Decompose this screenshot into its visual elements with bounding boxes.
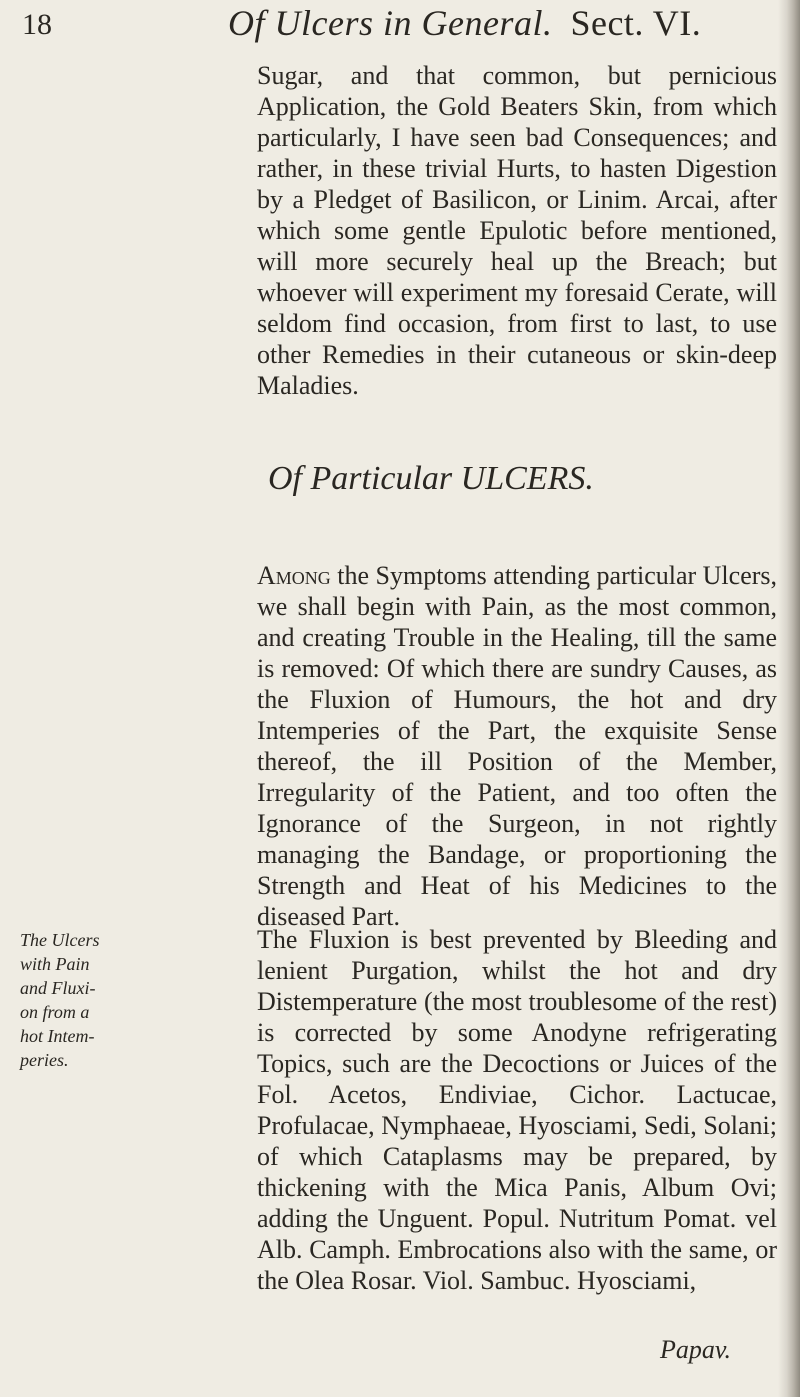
margin-note-line: hot Intem- bbox=[20, 1026, 95, 1046]
paragraph-3: The Fluxion is best prevented by Bleeding and lenient Purgation, whilst the hot and dry Distemperature (the most troublesome of the rest) is corrected by some Anodyne refrigerating Topics, such are the Decoctions or Juices of the Fol. Acetos, Endiviae, Cichor. Lactucae, Profulacae, Nymphaeae, Hyosciami, Sedi, Solani; of which Cataplasms may be prepared, by thickening with the Mica Panis, Album Ovi; adding the Unguent. Popul. Nutritum Pomat. vel Alb. Camph. Embrocations also with the same, or the Olea Rosar. Viol. Sambuc. Hyosciami, bbox=[257, 925, 777, 1295]
catchword: Papav. bbox=[660, 1335, 731, 1364]
paragraph-2-lead: Among bbox=[257, 561, 331, 590]
margin-note-line: with Pain bbox=[20, 954, 90, 974]
subheading: Of Particular ULCERS. bbox=[268, 460, 594, 497]
margin-note bbox=[20, 928, 130, 1072]
section-label: Sect. VI. bbox=[570, 3, 702, 43]
running-head bbox=[228, 2, 768, 44]
paragraph-2 bbox=[257, 560, 777, 932]
paragraph-2-text: the Symptoms attending particular Ulcers, we shall begin with Pain, as the most common, and creating Trouble in the Healing, till the same is removed: Of which there are sundry Causes, as the Fluxion of Humours, the hot and dry Intemperies of the Part, the exquisite Sense thereof, the ill Position of the Member, Irregularity of the Patient, and too often the Ignorance of the Surgeon, in not rightly managing the Bandage, or proportioning the Strength and Heat of his Medicines to the diseased Part. bbox=[257, 561, 778, 931]
paragraph-1: Sugar, and that common, but pernicious Application, the Gold Beaters Skin, from which particularly, I have seen bad Consequences; and rather, in these trivial Hurts, to hasten Digestion by a Pledget of Basilicon, or Linim. Arcai, after which some gentle Epulotic before mentioned, will more securely heal up the Breach; but whoever will experiment my foresaid Cerate, will seldom find occasion, from first to last, to use other Remedies in their cutaneous or skin-deep Maladies. bbox=[257, 61, 777, 400]
margin-note-line: The Ulcers bbox=[20, 930, 100, 950]
margin-note-line: on from a bbox=[20, 1002, 90, 1022]
margin-note-line: peries. bbox=[20, 1050, 69, 1070]
running-head-title: Of Ulcers in General. bbox=[228, 3, 553, 43]
margin-note-line: and Fluxi- bbox=[20, 978, 96, 998]
page-number: 18 bbox=[22, 8, 52, 41]
page-edge bbox=[778, 0, 800, 1397]
